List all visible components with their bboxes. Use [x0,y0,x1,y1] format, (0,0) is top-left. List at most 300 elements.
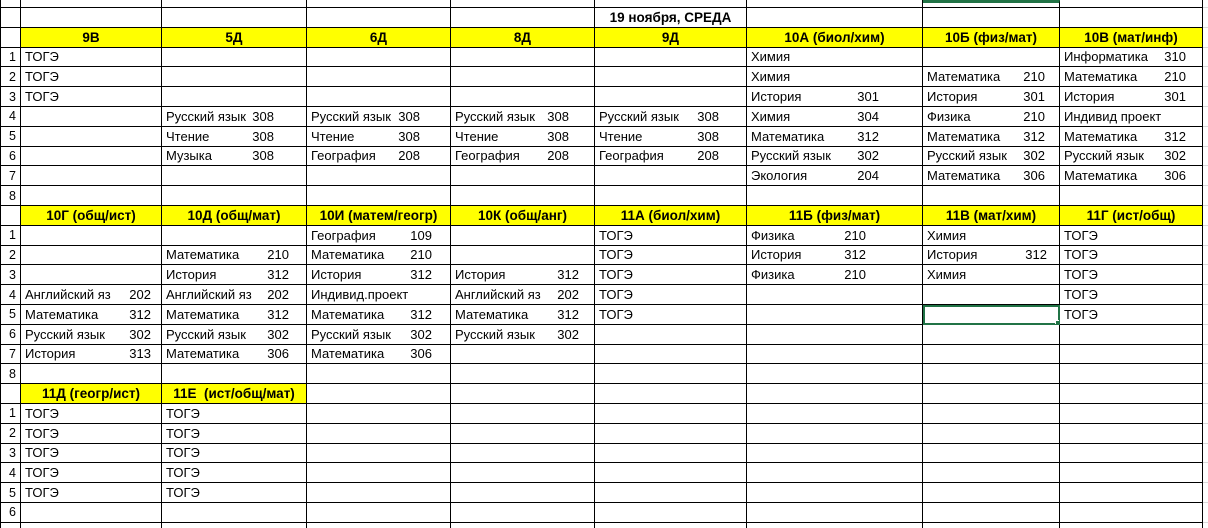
empty-cell[interactable] [747,384,923,404]
schedule-cell[interactable] [162,444,307,464]
empty-cell[interactable] [1060,483,1203,503]
schedule-cell[interactable] [307,226,451,246]
schedule-cell[interactable] [1060,48,1203,68]
date-title-cell[interactable]: 19 ноября, СРЕДА [595,8,747,28]
empty-cell[interactable] [747,503,923,523]
column-header-cell[interactable]: 10А (биол/хим) [747,28,923,48]
empty-cell[interactable] [451,166,595,186]
empty-cell[interactable] [923,424,1060,444]
row-number[interactable]: 3 [0,265,21,285]
empty-cell[interactable] [307,523,451,528]
empty-cell[interactable] [162,0,307,8]
schedule-cell[interactable] [595,285,747,305]
schedule-cell[interactable] [923,127,1060,147]
row-number[interactable] [0,384,21,404]
schedule-cell[interactable] [21,325,162,345]
schedule-cell[interactable] [307,147,451,167]
row-number[interactable]: 6 [0,325,21,345]
row-number[interactable]: 5 [0,305,21,325]
empty-cell[interactable] [923,523,1060,528]
empty-cell[interactable] [747,8,923,28]
subject-label: География [599,148,664,164]
schedule-cell[interactable] [595,246,747,266]
subject-label: Математика [1064,168,1138,184]
schedule-cell[interactable] [162,147,307,167]
schedule-cell[interactable] [21,305,162,325]
schedule-cell[interactable] [1060,127,1203,147]
empty-cell[interactable] [307,87,451,107]
empty-cell[interactable] [451,483,595,503]
empty-cell[interactable] [595,384,747,404]
empty-cell[interactable] [747,444,923,464]
schedule-cell[interactable] [923,246,1060,266]
schedule-cell[interactable] [1060,67,1203,87]
room-number: 312 [1023,128,1045,144]
column-header-cell[interactable]: 10В (мат/инф) [1060,28,1203,48]
empty-cell[interactable] [451,404,595,424]
room-number: 312 [844,247,866,263]
subject-label: Чтение [455,128,499,144]
schedule-cell[interactable] [162,265,307,285]
schedule-cell[interactable] [21,48,162,68]
schedule-cell[interactable] [162,246,307,266]
column-header-cell[interactable]: 10Б (физ/мат) [923,28,1060,48]
gridline-spacer [1203,424,1208,444]
column-header-cell[interactable]: 10Г (общ/ист) [21,206,162,226]
column-header-cell[interactable]: 10Д (общ/мат) [162,206,307,226]
row-number[interactable]: 1 [0,404,21,424]
column-header-cell[interactable]: 10И (матем/геогр) [307,206,451,226]
empty-cell[interactable] [451,503,595,523]
room-number: 312 [267,267,289,283]
empty-cell[interactable] [1060,384,1203,404]
empty-cell[interactable] [595,345,747,365]
empty-cell[interactable] [307,166,451,186]
row-number[interactable]: 6 [0,147,21,167]
empty-cell[interactable] [747,483,923,503]
column-header-cell[interactable]: 10К (общ/анг) [451,206,595,226]
schedule-cell[interactable] [162,345,307,365]
empty-cell[interactable] [595,186,747,206]
empty-cell[interactable] [451,364,595,384]
schedule-cell[interactable] [1060,87,1203,107]
empty-cell[interactable] [162,226,307,246]
empty-cell[interactable] [451,226,595,246]
schedule-cell[interactable] [1060,265,1203,285]
empty-cell[interactable] [1060,503,1203,523]
empty-cell[interactable] [747,404,923,424]
empty-cell[interactable] [747,523,923,528]
schedule-cell[interactable] [21,87,162,107]
schedule-cell[interactable] [451,107,595,127]
empty-cell[interactable] [1060,444,1203,464]
empty-cell[interactable] [451,424,595,444]
schedule-cell[interactable] [307,265,451,285]
schedule-cell[interactable] [451,147,595,167]
empty-cell[interactable] [923,503,1060,523]
empty-cell[interactable] [21,186,162,206]
subject-label: Русский язык [166,108,246,124]
row-number[interactable]: 3 [0,444,21,464]
empty-cell[interactable] [307,0,451,8]
row-number[interactable]: 2 [0,67,21,87]
empty-cell[interactable] [747,0,923,8]
subject-label: ТОГЭ [599,267,633,283]
empty-cell[interactable] [162,87,307,107]
schedule-cell[interactable] [451,325,595,345]
schedule-cell[interactable] [747,226,923,246]
empty-cell[interactable] [307,444,451,464]
empty-cell[interactable] [162,8,307,28]
row-number[interactable]: 2 [0,424,21,444]
empty-cell[interactable] [595,463,747,483]
schedule-cell[interactable] [21,444,162,464]
empty-cell[interactable] [451,463,595,483]
empty-cell[interactable] [307,483,451,503]
schedule-cell[interactable] [1060,305,1203,325]
empty-cell[interactable] [1060,404,1203,424]
empty-cell[interactable] [747,305,923,325]
row-number[interactable]: 8 [0,186,21,206]
empty-cell[interactable] [595,325,747,345]
empty-cell[interactable] [595,444,747,464]
subject-label: ТОГЭ [166,425,200,441]
schedule-cell[interactable] [451,305,595,325]
empty-cell[interactable] [923,345,1060,365]
empty-cell[interactable] [21,226,162,246]
empty-cell[interactable] [1060,8,1203,28]
schedule-cell[interactable] [595,265,747,285]
schedule-cell[interactable] [923,166,1060,186]
empty-cell[interactable] [307,404,451,424]
schedule-cell[interactable] [1060,285,1203,305]
subject-label: ТОГЭ [25,69,59,85]
column-header-cell[interactable]: 5Д [162,28,307,48]
schedule-cell[interactable] [162,325,307,345]
row-number[interactable]: 6 [0,503,21,523]
empty-cell[interactable] [21,107,162,127]
room-number: 306 [1164,168,1186,184]
empty-cell[interactable] [595,503,747,523]
schedule-cell[interactable] [21,67,162,87]
row-number[interactable]: 4 [0,107,21,127]
empty-cell[interactable] [162,67,307,87]
column-header-cell[interactable]: 9Д [595,28,747,48]
row-number[interactable]: 5 [0,127,21,147]
schedule-cell[interactable] [747,265,923,285]
row-number[interactable]: 2 [0,246,21,266]
room-number: 308 [398,108,420,124]
room-number: 308 [697,108,719,124]
schedule-cell[interactable] [162,305,307,325]
room-number: 306 [267,346,289,362]
row-number[interactable]: 1 [0,48,21,68]
schedule-cell[interactable] [451,285,595,305]
empty-cell[interactable] [451,384,595,404]
empty-cell[interactable] [595,523,747,528]
empty-cell[interactable] [595,0,747,8]
empty-cell[interactable] [595,48,747,68]
subject-label: ТОГЭ [1064,247,1098,263]
empty-cell[interactable] [1060,364,1203,384]
schedule-cell[interactable] [1060,107,1203,127]
schedule-cell[interactable] [747,48,923,68]
empty-cell[interactable] [162,166,307,186]
subject-label: Музыка [166,148,212,164]
subject-label: ТОГЭ [25,485,59,501]
empty-cell[interactable] [1060,523,1203,528]
schedule-cell[interactable] [595,107,747,127]
schedule-cell[interactable] [451,265,595,285]
empty-cell[interactable] [451,523,595,528]
empty-cell[interactable] [307,8,451,28]
empty-cell[interactable] [451,48,595,68]
top-selection-marker-cell[interactable] [923,0,1060,8]
empty-cell[interactable] [307,67,451,87]
schedule-cell[interactable] [923,226,1060,246]
empty-cell[interactable] [162,48,307,68]
empty-cell[interactable] [595,424,747,444]
row-number[interactable] [0,523,21,528]
empty-cell[interactable] [307,503,451,523]
empty-cell[interactable] [595,67,747,87]
row-number[interactable]: 7 [0,166,21,186]
empty-cell[interactable] [21,147,162,167]
empty-cell[interactable] [1060,424,1203,444]
subject-label: История [927,247,978,263]
empty-cell[interactable] [595,364,747,384]
empty-cell[interactable] [747,345,923,365]
empty-cell[interactable] [162,503,307,523]
column-header-cell[interactable]: 11В (мат/хим) [923,206,1060,226]
schedule-cell[interactable] [162,424,307,444]
schedule-cell[interactable] [162,285,307,305]
empty-cell[interactable] [307,384,451,404]
gridline-spacer [1203,48,1208,68]
schedule-cell[interactable] [162,463,307,483]
schedule-cell[interactable] [1060,246,1203,266]
schedule-cell[interactable] [747,127,923,147]
schedule-cell[interactable] [307,246,451,266]
schedule-cell[interactable] [595,226,747,246]
schedule-cell[interactable] [747,107,923,127]
column-header-cell[interactable]: 9В [21,28,162,48]
empty-cell[interactable] [162,523,307,528]
gridline-spacer [1203,87,1208,107]
subject-label: Экология [751,168,808,184]
column-header-cell[interactable]: 11Б (физ/мат) [747,206,923,226]
empty-cell[interactable] [923,8,1060,28]
empty-cell[interactable] [923,444,1060,464]
empty-cell[interactable] [1060,463,1203,483]
schedule-cell[interactable] [1060,226,1203,246]
schedule-cell[interactable] [747,246,923,266]
schedule-cell[interactable] [21,424,162,444]
empty-cell[interactable] [21,523,162,528]
subject-label: Русский язык [311,326,391,342]
empty-cell[interactable] [747,186,923,206]
empty-cell[interactable] [21,0,162,8]
empty-cell[interactable] [451,444,595,464]
schedule-cell[interactable] [162,404,307,424]
empty-cell[interactable] [923,483,1060,503]
schedule-cell[interactable] [451,127,595,147]
schedule-cell[interactable] [747,147,923,167]
row-number[interactable] [0,0,21,8]
empty-cell[interactable] [923,186,1060,206]
subject-label: Химия [927,227,967,243]
empty-cell[interactable] [747,285,923,305]
empty-cell[interactable] [1060,0,1203,8]
row-number[interactable] [0,8,21,28]
subject-label: История [927,89,978,105]
empty-cell[interactable] [923,384,1060,404]
schedule-cell[interactable] [21,404,162,424]
empty-cell[interactable] [595,166,747,186]
empty-cell[interactable] [923,285,1060,305]
row-number[interactable]: 4 [0,463,21,483]
schedule-cell[interactable] [307,127,451,147]
empty-cell[interactable] [451,345,595,365]
subject-label: ТОГЭ [1064,267,1098,283]
empty-cell[interactable] [451,8,595,28]
empty-cell[interactable] [747,325,923,345]
selected-cell[interactable] [923,305,1060,325]
empty-cell[interactable] [451,246,595,266]
empty-cell[interactable] [1060,186,1203,206]
subject-label: Химия [751,108,791,124]
schedule-cell[interactable] [595,147,747,167]
column-header-cell[interactable]: 6Д [307,28,451,48]
row-number[interactable]: 8 [0,364,21,384]
row-number[interactable] [0,206,21,226]
gridline-spacer [1203,246,1208,266]
room-number: 210 [844,267,866,283]
schedule-cell[interactable] [747,166,923,186]
schedule-cell[interactable] [923,147,1060,167]
column-header-cell[interactable]: 11Е (ист/общ/мат) [162,384,307,404]
schedule-cell[interactable] [747,67,923,87]
subject-label: История [311,267,362,283]
empty-cell[interactable] [923,463,1060,483]
schedule-cell[interactable] [21,483,162,503]
schedule-cell[interactable] [923,87,1060,107]
subject-label: История [25,346,76,362]
column-header-cell[interactable]: 8Д [451,28,595,48]
room-number: 308 [252,108,274,124]
empty-cell[interactable] [21,364,162,384]
subject-label: Химия [751,69,791,85]
empty-cell[interactable] [21,265,162,285]
schedule-cell[interactable] [21,345,162,365]
subject-label: Математика [311,306,385,322]
schedule-cell[interactable] [923,107,1060,127]
empty-cell[interactable] [595,404,747,424]
column-header-cell[interactable]: 11А (биол/хим) [595,206,747,226]
empty-cell[interactable] [21,127,162,147]
subject-label: Математика [311,346,385,362]
subject-label: История [751,89,802,105]
schedule-cell[interactable] [21,285,162,305]
room-number: 312 [129,306,151,322]
schedule-cell[interactable] [162,483,307,503]
schedule-cell[interactable] [595,127,747,147]
schedule-cell[interactable] [307,107,451,127]
schedule-cell[interactable] [21,463,162,483]
row-number[interactable]: 3 [0,87,21,107]
empty-cell[interactable] [307,424,451,444]
empty-cell[interactable] [451,67,595,87]
schedule-cell[interactable] [307,325,451,345]
empty-cell[interactable] [747,364,923,384]
empty-cell[interactable] [747,424,923,444]
schedule-cell[interactable] [307,345,451,365]
empty-cell[interactable] [307,186,451,206]
empty-cell[interactable] [162,364,307,384]
empty-cell[interactable] [307,364,451,384]
row-number[interactable]: 4 [0,285,21,305]
empty-cell[interactable] [21,503,162,523]
subject-label: Русский язык [751,148,831,164]
empty-cell[interactable] [451,87,595,107]
subject-label: История [166,267,217,283]
empty-cell[interactable] [307,48,451,68]
schedule-cell[interactable] [307,285,451,305]
column-header-cell[interactable]: 11Г (ист/общ) [1060,206,1203,226]
empty-cell[interactable] [1060,345,1203,365]
schedule-cell[interactable] [923,67,1060,87]
empty-cell[interactable] [595,483,747,503]
schedule-cell[interactable] [162,107,307,127]
schedule-cell[interactable] [747,87,923,107]
empty-cell[interactable] [162,186,307,206]
empty-cell[interactable] [21,8,162,28]
schedule-cell[interactable] [1060,147,1203,167]
row-number[interactable]: 7 [0,345,21,365]
empty-cell[interactable] [1060,325,1203,345]
empty-cell[interactable] [21,246,162,266]
subject-label: ТОГЭ [25,465,59,481]
subject-label: ТОГЭ [166,465,200,481]
empty-cell[interactable] [747,463,923,483]
subject-label: Русский язык [25,326,105,342]
empty-cell[interactable] [923,364,1060,384]
schedule-cell[interactable] [595,305,747,325]
schedule-cell[interactable] [923,265,1060,285]
subject-label: Математика [927,168,1001,184]
gridline-spacer [1203,364,1208,384]
empty-cell[interactable] [595,87,747,107]
empty-cell[interactable] [923,325,1060,345]
row-number[interactable]: 5 [0,483,21,503]
empty-cell[interactable] [451,186,595,206]
empty-cell[interactable] [923,48,1060,68]
empty-cell[interactable] [21,166,162,186]
empty-cell[interactable] [923,404,1060,424]
row-number[interactable] [0,28,21,48]
empty-cell[interactable] [307,463,451,483]
subject-label: ТОГЭ [1064,287,1098,303]
room-number: 308 [697,128,719,144]
row-number[interactable]: 1 [0,226,21,246]
schedule-cell[interactable] [1060,166,1203,186]
schedule-cell[interactable] [162,127,307,147]
subject-label: История [751,247,802,263]
empty-cell[interactable] [451,0,595,8]
gridline-spacer [1203,166,1208,186]
schedule-cell[interactable] [307,305,451,325]
column-header-cell[interactable]: 11Д (геогр/ист) [21,384,162,404]
